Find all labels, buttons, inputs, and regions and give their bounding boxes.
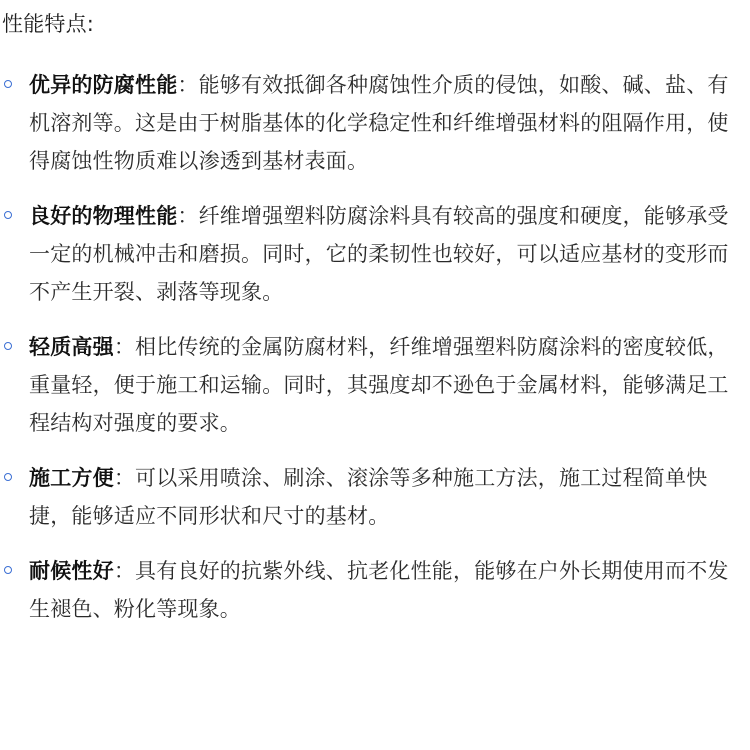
feature-term: 良好的物理性能	[29, 204, 178, 228]
feature-item-physical	[0, 197, 750, 311]
feature-list	[0, 66, 750, 645]
feature-item-construction	[0, 459, 750, 535]
feature-item-lightweight	[0, 328, 750, 442]
feature-description: ：可以采用喷涂、刷涂、滚涂等多种施工方法，施工过程简单快捷，能够适应不同形状和尺寸的基材。	[29, 466, 708, 528]
feature-description: ：相比传统的金属防腐材料，纤维增强塑料防腐涂料的密度较低，重量轻，便于施工和运输。同时，其强度却不逊色于金属材料，能够满足工程结构对强度的要求。	[29, 335, 729, 435]
hollow-circle-bullet-icon	[4, 342, 12, 350]
feature-term: 施工方便	[29, 466, 114, 490]
feature-term: 耐候性好	[29, 559, 114, 583]
hollow-circle-bullet-icon	[4, 566, 12, 574]
section-heading: 性能特点:	[2, 12, 95, 36]
feature-description: ：纤维增强塑料防腐涂料具有较高的强度和硬度，能够承受一定的机械冲击和磨损。同时，它的柔韧性也较好，可以适应基材的变形而不产生开裂、剥落等现象。	[29, 204, 729, 304]
feature-item-weather	[0, 552, 750, 628]
feature-description: ：具有良好的抗紫外线、抗老化性能，能够在户外长期使用而不发生褪色、粉化等现象。	[29, 559, 729, 621]
hollow-circle-bullet-icon	[4, 211, 12, 219]
hollow-circle-bullet-icon	[4, 473, 12, 481]
feature-item-corrosion	[0, 66, 750, 180]
feature-description: ：能够有效抵御各种腐蚀性介质的侵蚀，如酸、碱、盐、有机溶剂等。这是由于树脂基体的化学稳定性和纤维增强材料的阻隔作用，使得腐蚀性物质难以渗透到基材表面。	[29, 73, 729, 173]
hollow-circle-bullet-icon	[4, 80, 12, 88]
feature-term: 轻质高强	[29, 335, 114, 359]
feature-term: 优异的防腐性能	[29, 73, 178, 97]
